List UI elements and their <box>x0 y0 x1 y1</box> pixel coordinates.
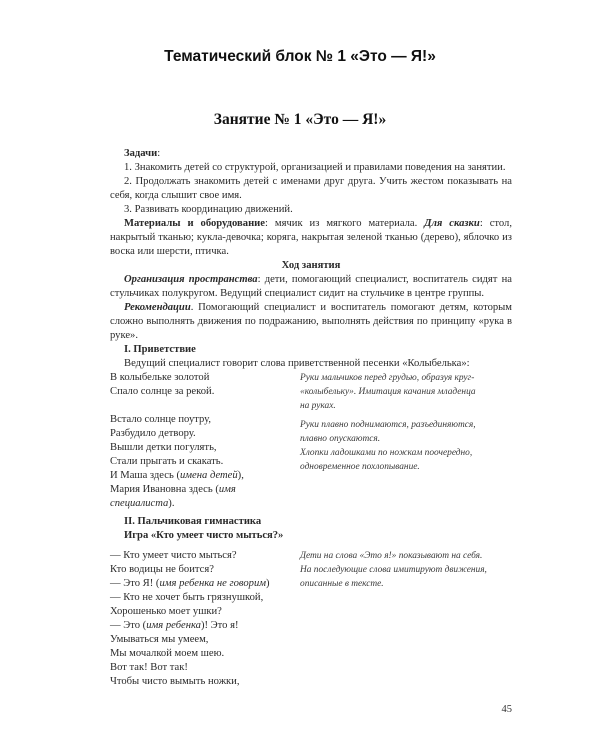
finger-poem-block <box>110 549 512 689</box>
tasks-heading: Задачи: <box>124 148 161 159</box>
note-line: На последующие слова имитируют движения, <box>300 565 487 575</box>
space-paragraph: Организация пространства: дети, помогающий специалист, воспитатель сидят на стульчиках полукругом. Ведущий специалист сидит на стульчике в центре группы. <box>110 274 512 299</box>
note-line: плавно опускаются. <box>300 434 381 444</box>
task-item: 3. Развивать координацию движений. <box>124 204 293 215</box>
note-line: Руки плавно поднимаются, разъединяются, <box>300 420 476 430</box>
task-item: 2. Продолжать знакомить детей с именами друг друга. Учить жестом показывать на себя, когда слышит свое имя. <box>110 176 512 201</box>
poem-line: — Это (имя ребенка)! Это я! <box>110 620 239 631</box>
materials-paragraph: Материалы и оборудование: мячик из мягкого материала. Для сказки: стол, накрытый тканью; кукла-девочка; коряга, накрытая зеленой тканью (дерево), яблочко из воска или шерсти, птичка. <box>110 218 512 257</box>
finger-heading: II. Пальчиковая гимнастика <box>124 516 262 527</box>
poem-line: В колыбельке золотой <box>110 372 210 383</box>
greeting-poem <box>110 371 300 511</box>
task-item: 1. Знакомить детей со структурой, организацией и правилами поведения на занятии. <box>124 162 506 173</box>
note-line: «колыбельку». Имитация качания младенца <box>300 387 476 397</box>
finger-game-title: Игра «Кто умеет чисто мыться?» <box>124 530 284 541</box>
poem-line: Вот так! Вот так! <box>110 662 188 673</box>
poem-line: Разбудило детвору. <box>110 428 196 439</box>
poem-line: Чтобы чисто вымыть ножки, <box>110 676 240 687</box>
poem-line: Встало солнце поутру, <box>110 414 212 425</box>
poem-line: Мы мочалкой моем шею. <box>110 648 225 659</box>
greeting-intro: Ведущий специалист говорит слова приветственной песенки «Колыбелька»: <box>124 358 470 369</box>
poem-line: — Кто умеет чисто мыться? <box>110 550 237 561</box>
poem-line: И Маша здесь (имена детей), <box>110 470 244 481</box>
poem-line: — Это Я! (имя ребенка не говорим) <box>110 578 270 589</box>
page-number: 45 <box>501 704 512 715</box>
note-line: Хлопки ладошками по ножкам поочередно, <box>300 448 473 458</box>
note-line: описанные в тексте. <box>300 579 384 589</box>
block-title: Тематический блок № 1 «Это — Я!» <box>164 48 436 65</box>
greeting-poem-block <box>110 371 512 511</box>
page-body <box>110 147 512 689</box>
poem-line: — Кто не хочет быть грязнушкой, <box>110 592 264 603</box>
note-line: на руках. <box>300 401 336 411</box>
finger-poem <box>110 549 300 689</box>
poem-line: Мария Ивановна здесь (имя специалиста). <box>110 484 236 509</box>
lesson-title: Занятие № 1 «Это — Я!» <box>213 111 387 128</box>
poem-line: Вышли детки погулять, <box>110 442 217 453</box>
poem-line: Спало солнце за рекой. <box>110 386 215 397</box>
note-line: Руки мальчиков перед грудью, образуя круг- <box>300 373 475 383</box>
greeting-heading: I. Приветствие <box>124 344 196 355</box>
note-line: одновременное похлопывание. <box>300 462 420 472</box>
poem-line: Хорошенько моет ушки? <box>110 606 222 617</box>
note-line: Дети на слова «Это я!» показывают на себя. <box>300 551 483 561</box>
finger-notes <box>300 549 512 689</box>
poem-line: Кто водицы не боится? <box>110 564 214 575</box>
greeting-notes <box>300 371 512 511</box>
poem-line: Стали прыгать и скакать. <box>110 456 224 467</box>
recommendations-paragraph: Рекомендации. Помогающий специалист и воспитатель помогают детям, которым сложно выполнять движения по подражанию, выполнять действия по принципу «рука в руке». <box>110 302 512 341</box>
poem-line: Умываться мы умеем, <box>110 634 209 645</box>
course-heading: Ход занятия <box>281 260 341 271</box>
